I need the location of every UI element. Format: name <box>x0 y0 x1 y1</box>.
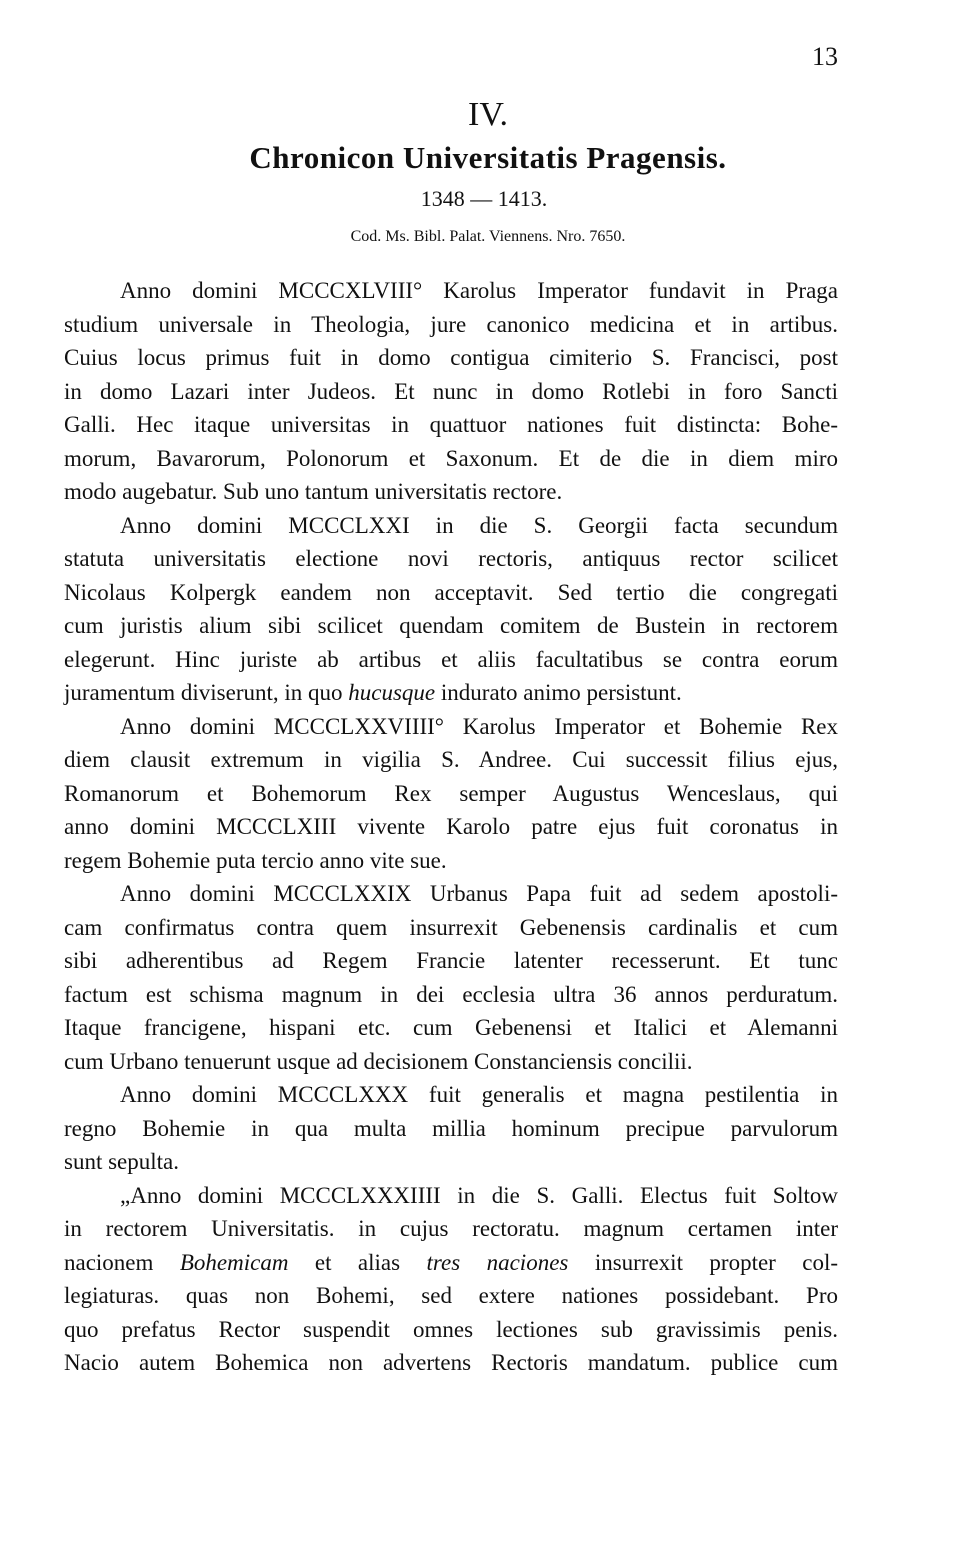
text-line <box>64 1011 838 1045</box>
text-line <box>64 1346 838 1380</box>
italic-word: Bohemicam <box>179 1249 289 1275</box>
text-line <box>64 743 838 777</box>
text-line <box>64 1145 838 1179</box>
text-line <box>64 1179 838 1213</box>
chronicle-title: Chronicon Universitatis Pragensis. <box>249 140 727 175</box>
text-span: „Anno domini MCCCLXXXIIII in die S. Galli. Electus fuit Soltow <box>120 1182 838 1208</box>
text-span: Romanorum et Bohemorum Rex semper Augustus Wenceslaus, qui <box>64 780 838 806</box>
text-span: Galli. Hec itaque universitas in quattuor nationes fuit distincta: Bohe- <box>64 412 838 437</box>
text-line <box>64 978 838 1012</box>
text-span: Cuius locus primus fuit in domo contigua cimiterio S. Francisci, post <box>64 345 838 370</box>
text-line <box>64 1078 838 1112</box>
text-line <box>64 1279 838 1313</box>
text-line <box>64 1045 838 1079</box>
text-span: Nacio autem Bohemica non advertens Rectoris mandatum. publice cum <box>64 1350 838 1375</box>
text-span: elegerunt. Hinc juriste ab artibus et aliis facultatibus se contra eorum <box>64 646 838 672</box>
text-span: factum est schisma magnum in dei ecclesia ultra 36 annos perduratum. <box>64 981 838 1007</box>
text-line <box>64 676 838 710</box>
text-line <box>64 777 838 811</box>
text-span: cam confirmatus contra quem insurrexit Gebenensis cardinalis et cum <box>64 914 838 940</box>
text-line <box>64 877 838 911</box>
text-span: juramentum diviserunt, in quo <box>64 680 349 705</box>
text-span: et alias <box>288 1249 427 1275</box>
text-span: in rectorem Universitatis. in cujus rectoratu. magnum certamen inter <box>64 1216 838 1241</box>
text-line <box>64 911 838 945</box>
text-line <box>64 509 838 543</box>
italic-word: tres naciones <box>426 1249 569 1275</box>
manuscript-source: Cod. Ms. Bibl. Palat. Viennens. Nro. 7650. <box>350 228 626 245</box>
text-line <box>64 1112 838 1146</box>
text-line <box>64 408 838 442</box>
text-span: in domo Lazari inter Judeos. Et nunc in domo Rotlebi in foro Sancti <box>64 378 838 404</box>
text-span: Anno domini MCCCLXXVIIII° Karolus Imperator et Bohemie Rex <box>120 713 838 739</box>
text-line <box>64 944 838 978</box>
text-span: sunt sepulta. <box>64 1149 179 1174</box>
text-span: sibi adherentibus ad Regem Francie latenter recesserunt. Et tunc <box>64 948 838 973</box>
text-span: indurato animo persistunt. <box>435 680 682 705</box>
text-span: Anno domini MCCCLXXIX Urbanus Papa fuit ad sedem apostoli- <box>120 881 838 906</box>
text-span: regem Bohemie puta tercio anno vite sue. <box>64 847 447 873</box>
text-span: morum, Bavarorum, Polonorum et Saxonum. Et de die in diem miro <box>64 445 838 471</box>
section-numeral: IV. <box>468 96 508 133</box>
text-line <box>64 609 838 643</box>
text-span: regno Bohemie in qua multa millia hominum precipue parvulorum <box>64 1115 838 1141</box>
text-span: legiaturas. quas non Bohemi, sed extere nationes possidebant. Pro <box>64 1283 838 1308</box>
text-line <box>64 1246 838 1280</box>
year-range: 1348 — 1413. <box>420 186 548 211</box>
text-line <box>64 643 838 677</box>
text-line <box>64 341 838 375</box>
text-span: insurrexit propter col- <box>568 1249 839 1275</box>
text-span: modo augebatur. Sub uno tantum universitatis rectore. <box>64 479 563 504</box>
text-span: anno domini MCCCLXIII vivente Karolo patre ejus fuit coronatus in <box>64 814 838 839</box>
text-span: Anno domini MCCCXLVIII° Karolus Imperator fundavit in Praga <box>120 278 838 303</box>
body-text <box>64 274 838 1380</box>
text-line <box>64 475 838 509</box>
text-line <box>64 1313 838 1347</box>
text-line <box>64 710 838 744</box>
italic-word: hucusque <box>348 680 436 705</box>
text-span: statuta universitatis electione novi rectoris, antiquus rector scilicet <box>64 546 838 571</box>
text-span: Nicolaus Kolpergk eandem non acceptavit. Sed tertio die congregati <box>64 579 838 605</box>
text-span: Itaque francigene, hispani etc. cum Gebenensi et Italici et Alemanni <box>64 1015 838 1040</box>
text-line <box>64 810 838 844</box>
text-line <box>64 308 838 342</box>
text-line <box>64 576 838 610</box>
text-span: Anno domini MCCCLXXX fuit generalis et magna pestilentia in <box>120 1082 838 1107</box>
text-span: cum Urbano tenuerunt usque ad decisionem Constanciensis concilii. <box>64 1048 693 1074</box>
text-span: studium universale in Theologia, jure canonico medicina et in artibus. <box>64 311 838 337</box>
text-span: diem clausit extremum in vigilia S. Andree. Cui successit filius ejus, <box>64 747 838 772</box>
page-number: 13 <box>812 42 838 71</box>
text-line <box>64 375 838 409</box>
text-line <box>64 844 838 878</box>
text-span: nacionem <box>64 1249 180 1275</box>
text-line <box>64 542 838 576</box>
text-span: Anno domini MCCCLXXI in die S. Georgii facta secundum <box>120 512 838 538</box>
text-span: cum juristis alium sibi scilicet quendam comitem de Bustein in rectorem <box>64 613 838 638</box>
text-line <box>64 274 838 308</box>
text-line <box>64 1212 838 1246</box>
text-span: quo prefatus Rector suspendit omnes lectiones sub gravissimis penis. <box>64 1316 838 1342</box>
text-line <box>64 442 838 476</box>
